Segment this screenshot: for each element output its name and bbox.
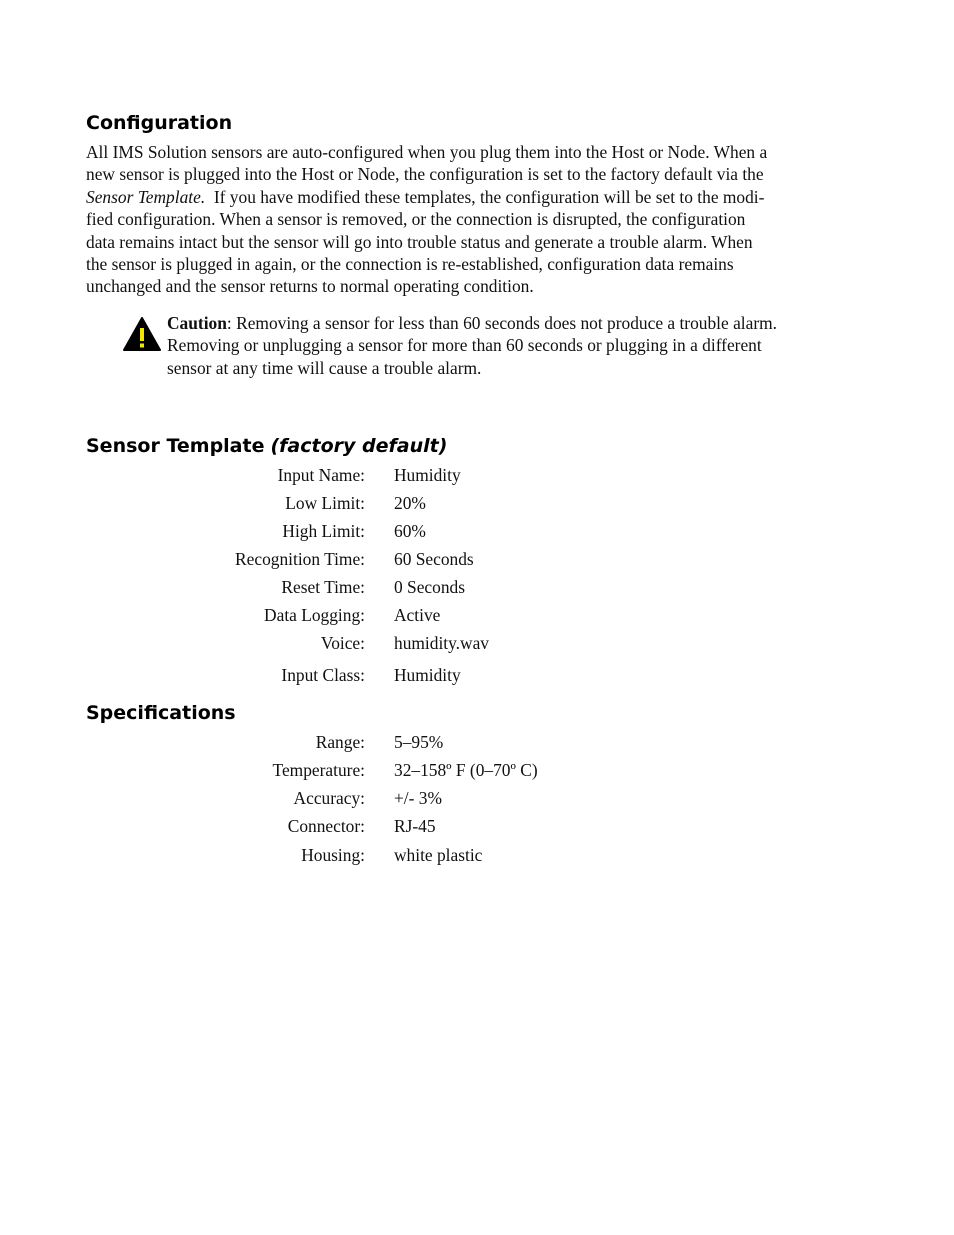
- spec-label: Temperature:: [272, 760, 365, 780]
- configuration-line-6: the sensor is plugged in again, or the connection is re-established, configuration data remains: [86, 254, 734, 275]
- configuration-line-7: unchanged and the sensor returns to normal operating condition.: [86, 276, 534, 297]
- warning-triangle-icon: [122, 316, 162, 352]
- spec-value: RJ-45: [394, 816, 436, 836]
- template-label: Reset Time:: [281, 577, 365, 597]
- spec-value: white plastic: [394, 845, 483, 865]
- template-value: 0 Seconds: [394, 577, 466, 597]
- template-label: Input Name:: [277, 465, 365, 485]
- template-row-data-logging: [0, 604, 954, 628]
- template-label: High Limit:: [282, 521, 365, 541]
- caution-label: Caution: [167, 313, 227, 333]
- template-value: humidity.wav: [394, 633, 489, 653]
- spec-label: Housing:: [301, 845, 365, 865]
- template-row-reset-time: [0, 576, 954, 600]
- configuration-line-4: fied configuration. When a sensor is removed, or the connection is disrupted, the configuration: [86, 209, 746, 230]
- spec-row-temperature: [0, 759, 954, 783]
- template-label: Low Limit:: [285, 493, 365, 513]
- configuration-line-1: All IMS Solution sensors are auto-configured when you plug them into the Host or Node. When a: [86, 142, 768, 162]
- spec-row-accuracy: [0, 787, 954, 811]
- sensor-template-heading-text: Sensor Template: [86, 435, 265, 457]
- template-value: 60%: [394, 521, 426, 541]
- template-value: Humidity: [394, 465, 461, 485]
- caution-text: [167, 312, 847, 379]
- configuration-line-5: data remains intact but the sensor will go into trouble status and generate a trouble alarm. When: [86, 231, 753, 252]
- template-label: Input Class:: [281, 665, 365, 685]
- template-row-low-limit: [0, 492, 954, 516]
- spec-row-range: [0, 731, 954, 755]
- caution-line-3: sensor at any time will cause a trouble alarm.: [167, 357, 482, 378]
- spec-label: Range:: [315, 732, 365, 752]
- sensor-template-heading: [86, 434, 447, 458]
- spec-label: Connector:: [287, 816, 365, 836]
- template-row-high-limit: [0, 520, 954, 544]
- template-value: Humidity: [394, 665, 461, 685]
- specifications-heading: Specifications: [86, 702, 236, 724]
- spec-label: Accuracy:: [293, 788, 365, 808]
- configuration-line-3: [86, 186, 838, 208]
- configuration-line-3-rest: If you have modified these templates, the configuration will be set to the modi-: [205, 186, 765, 207]
- template-label: Data Logging:: [264, 605, 365, 625]
- configuration-heading: Configuration: [86, 112, 233, 134]
- spec-value: 32–158º F (0–70º C): [394, 760, 538, 780]
- template-row-voice: [0, 632, 954, 656]
- template-row-recognition-time: [0, 548, 954, 572]
- template-label: Recognition Time:: [235, 549, 365, 569]
- spec-row-connector: [0, 815, 954, 839]
- configuration-paragraph: [86, 141, 838, 298]
- template-label: Voice:: [320, 633, 365, 653]
- caution-line-2: Removing or unplugging a sensor for more than 60 seconds or plugging in a different: [167, 335, 762, 356]
- spec-row-housing: [0, 844, 954, 868]
- sensor-template-reference: Sensor Template.: [86, 186, 206, 207]
- spec-value: 5–95%: [394, 732, 444, 752]
- configuration-line-2: new sensor is plugged into the Host or Node, the configuration is set to the factory default via the: [86, 164, 764, 185]
- caution-line-1-rest: : Removing a sensor for less than 60 seconds does not produce a trouble alarm.: [226, 313, 778, 333]
- template-value: Active: [394, 605, 441, 625]
- sensor-template-heading-note: (factory default): [270, 435, 448, 457]
- template-value: 60 Seconds: [394, 549, 474, 569]
- template-row-input-name: [0, 464, 954, 488]
- caution-line-1: [167, 312, 847, 334]
- spec-value: +/- 3%: [394, 788, 442, 808]
- template-value: 20%: [394, 493, 426, 513]
- template-row-input-class: [0, 664, 954, 688]
